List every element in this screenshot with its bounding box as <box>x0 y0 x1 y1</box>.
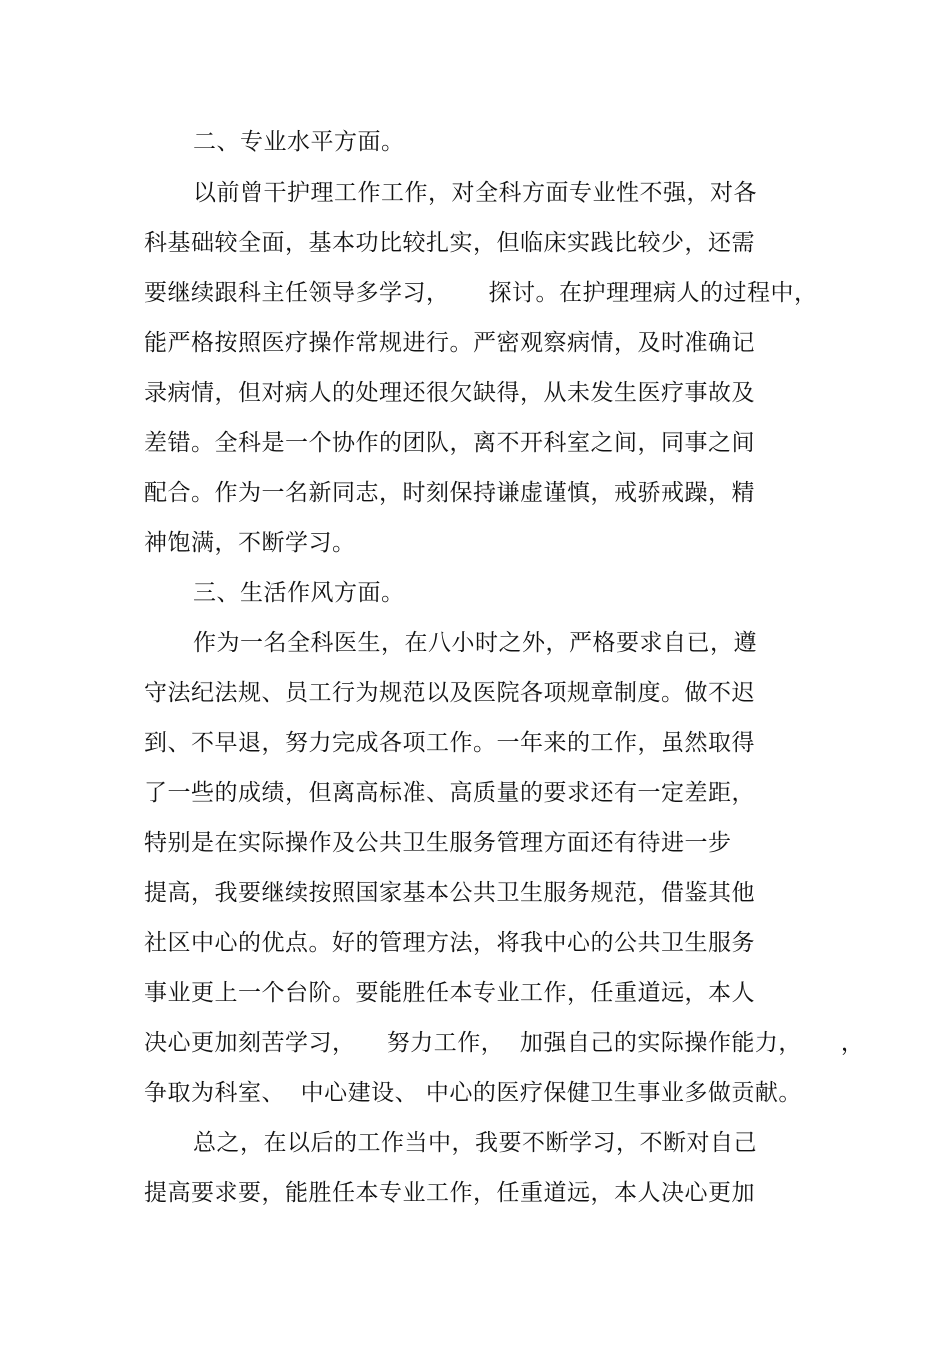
paragraph-line: 了一些的成绩，但离高标准、高质量的要求还有一定差距， <box>144 780 755 806</box>
paragraph-line: 配合。作为一名新同志，时刻保持谦虚谨慎，戒骄戒躁，精 <box>144 480 755 506</box>
paragraph-line: 提高要求要，能胜任本专业工作，任重道远，本人决心更加 <box>144 1180 755 1206</box>
paragraph-line: 要继续跟科主任领导多学习， 探讨。在护理理病人的过程中， <box>144 280 818 306</box>
paragraph-line: 社区中心的优点。好的管理方法，将我中心的公共卫生服务 <box>144 930 755 956</box>
paragraph-line: 争取为科室、 中心建设、 中心的医疗保健卫生事业多做贡献。 <box>144 1080 802 1106</box>
section-heading-lifestyle: 三、生活作风方面。 <box>193 580 405 606</box>
paragraph-line: 能严格按照医疗操作常规进行。严密观察病情，及时准确记 <box>144 330 755 356</box>
paragraph-line: 总之，在以后的工作当中，我要不断学习，不断对自己 <box>193 1130 757 1156</box>
section-heading-professional: 二、专业水平方面。 <box>193 129 405 155</box>
paragraph-line: 神饱满，不断学习。 <box>144 530 356 556</box>
paragraph-line: 到、不早退，努力完成各项工作。一年来的工作，虽然取得 <box>144 730 755 756</box>
paragraph-line: 提高，我要继续按照国家基本公共卫生服务规范，借鉴其他 <box>144 880 755 906</box>
paragraph-line: 录病情，但对病人的处理还很欠缺得，从未发生医疗事故及 <box>144 380 755 406</box>
paragraph-line: 决心更加刻苦学习， 努力工作， 加强自己的实际操作能力， ， <box>144 1030 865 1056</box>
paragraph-line: 特别是在实际操作及公共卫生服务管理方面还有待进一步 <box>144 830 732 856</box>
paragraph-line: 事业更上一个台阶。要能胜任本专业工作，任重道远，本人 <box>144 980 755 1006</box>
paragraph-line: 守法纪法规、员工行为规范以及医院各项规章制度。做不迟 <box>144 680 755 706</box>
paragraph-line: 差错。全科是一个协作的团队，离不开科室之间，同事之间 <box>144 430 755 456</box>
paragraph-line: 科基础较全面，基本功比较扎实，但临床实践比较少，还需 <box>144 230 755 256</box>
paragraph-line: 作为一名全科医生，在八小时之外，严格要求自已，遵 <box>193 630 757 656</box>
paragraph-line: 以前曾干护理工作工作，对全科方面专业性不强，对各 <box>193 180 757 206</box>
